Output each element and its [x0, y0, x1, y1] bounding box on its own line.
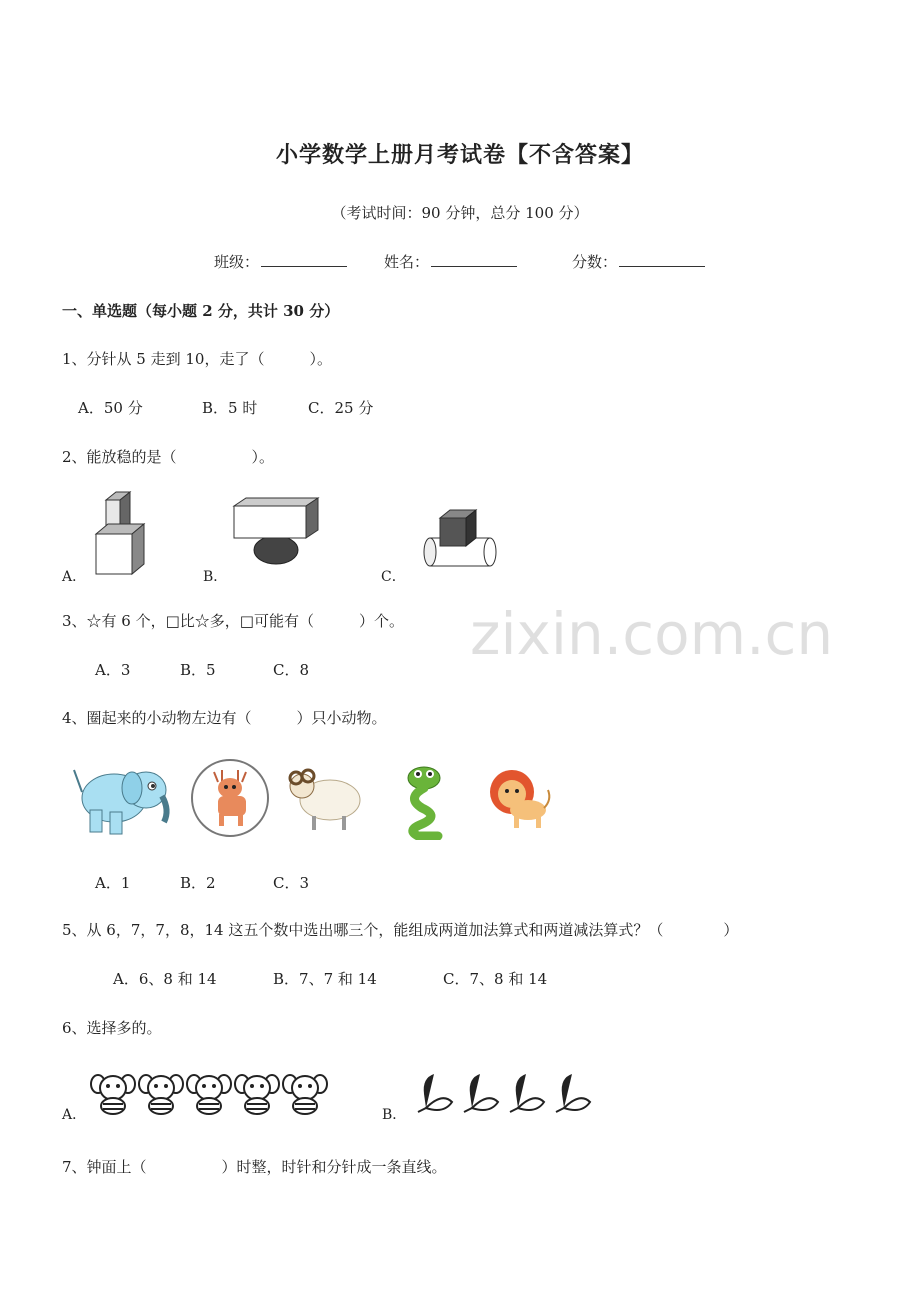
score-label: 分数： [572, 253, 618, 271]
q1-option-c[interactable]: C．25 分 [308, 399, 374, 417]
q4-option-c[interactable]: C．3 [273, 874, 310, 892]
watermark: zixin.com.cn [470, 600, 834, 668]
question-1: 1、分针从 5 走到 10，走了（ ）。 [62, 350, 332, 368]
question-2: 2、能放稳的是（ ）。 [62, 448, 275, 466]
section-heading: 一、单选题（每小题 2 分，共计 30 分） [62, 302, 340, 320]
exam-subtitle: （考试时间：90 分钟，总分 100 分） [331, 204, 589, 222]
elephant-icon [70, 758, 176, 838]
lion-icon [486, 766, 558, 832]
circled-deer-icon [188, 756, 272, 840]
q1-option-b[interactable]: B．5 时 [202, 399, 258, 417]
question-3: 3、☆有 6 个，□比☆多，□可能有（ ）个。 [62, 612, 404, 630]
class-blank[interactable] [261, 252, 347, 267]
score-field [572, 251, 705, 272]
bees-group [90, 1068, 330, 1118]
sheep-icon [286, 764, 366, 836]
butterfly-icon [510, 1074, 544, 1112]
question-6: 6、选择多的。 [62, 1019, 162, 1037]
butterfly-icon [464, 1074, 498, 1112]
snake-icon [396, 764, 452, 840]
question-7: 7、钟面上（ ）时整，时针和分针成一条直线。 [62, 1158, 447, 1176]
name-blank[interactable] [431, 252, 517, 267]
q2-option-a[interactable]: A． [62, 569, 87, 585]
butterflies-group [412, 1068, 602, 1118]
q6-option-b[interactable]: B． [382, 1107, 407, 1123]
question-5: 5、从 6，7，7，8，14 这五个数中选出哪三个，能组成两道加法算式和两道减法算式？（ ） [62, 921, 739, 939]
butterfly-icon [556, 1074, 590, 1112]
stacked-blocks-figure [90, 488, 150, 578]
q2-option-c[interactable]: C． [381, 569, 406, 585]
q2-option-b[interactable]: B． [203, 569, 228, 585]
q4-option-b[interactable]: B．2 [180, 874, 216, 892]
bee-icon [235, 1075, 279, 1114]
question-4: 4、圈起来的小动物左边有（ ）只小动物。 [62, 709, 387, 727]
box-on-ball-figure [232, 496, 322, 566]
q5-option-c[interactable]: C．7、8 和 14 [443, 970, 548, 988]
cube-on-cylinder-figure [422, 506, 498, 572]
q6-option-a[interactable]: A． [62, 1107, 87, 1123]
bee-icon [139, 1075, 183, 1114]
score-blank[interactable] [619, 252, 705, 267]
name-label: 姓名： [384, 253, 430, 271]
bee-icon [187, 1075, 231, 1114]
q5-option-b[interactable]: B．7、7 和 14 [273, 970, 377, 988]
name-field [384, 251, 517, 272]
butterfly-icon [418, 1074, 452, 1112]
q1-option-a[interactable]: A．50 分 [78, 399, 143, 417]
bee-icon [91, 1075, 135, 1114]
q3-option-b[interactable]: B．5 [180, 661, 216, 679]
class-label: 班级： [214, 253, 260, 271]
bee-icon [283, 1075, 327, 1114]
exam-title: 小学数学上册月考试卷【不含答案】 [275, 142, 644, 168]
q5-option-a[interactable]: A．6、8 和 14 [113, 970, 217, 988]
q3-option-c[interactable]: C．8 [273, 661, 310, 679]
q3-option-a[interactable]: A．3 [95, 661, 131, 679]
class-field [214, 251, 347, 272]
q4-option-a[interactable]: A．1 [95, 874, 131, 892]
